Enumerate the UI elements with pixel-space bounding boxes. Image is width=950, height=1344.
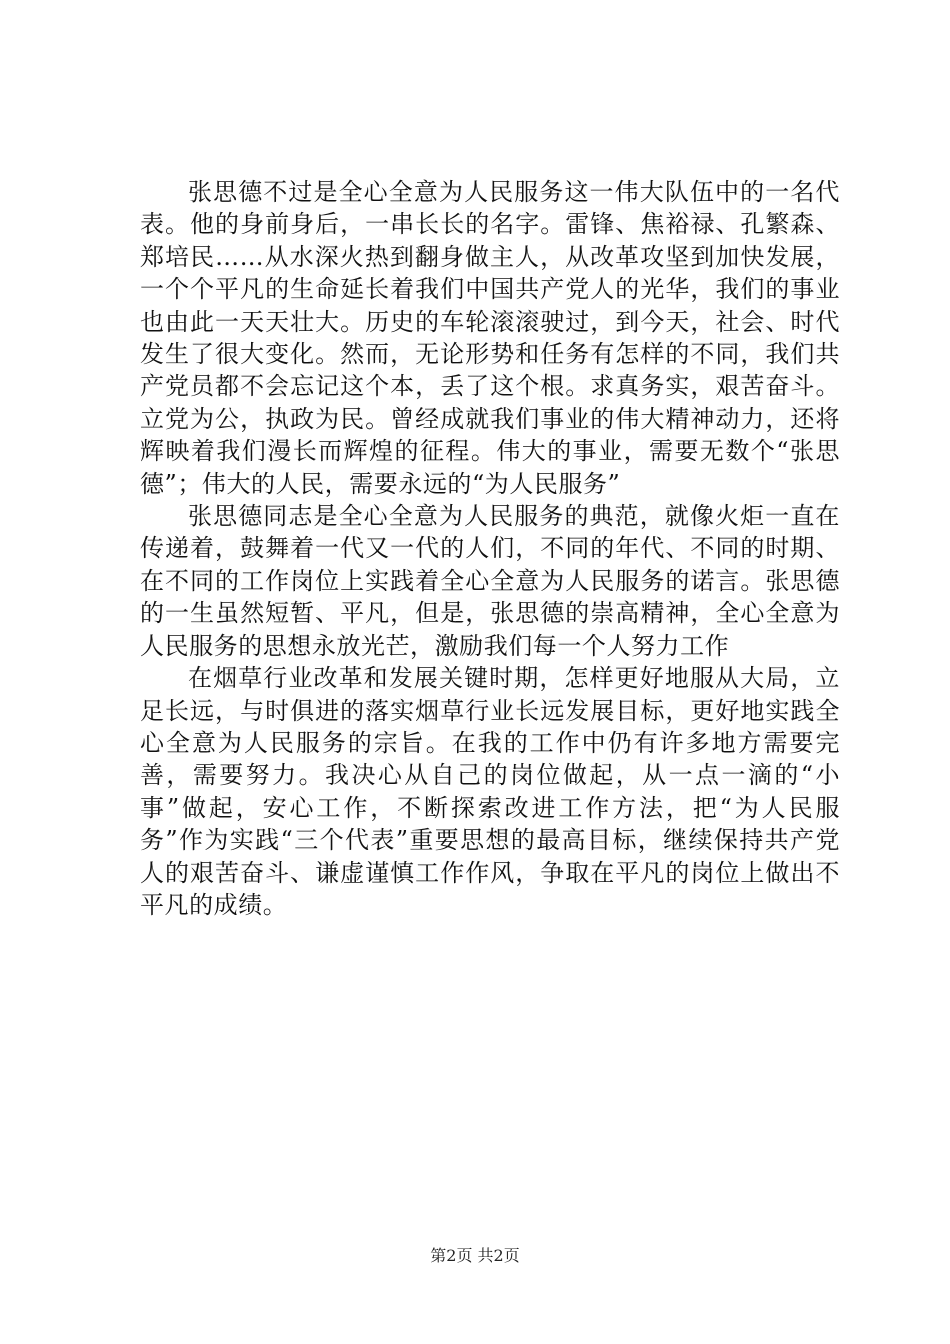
document-body <box>140 176 840 921</box>
page-number-footer: 第2页 共2页 <box>430 1246 520 1265</box>
paragraph-2: 张思德同志是全心全意为人民服务的典范，就像火炬一直在传递着，鼓舞着一代又一代的人们，不同的年代、不同的时期、在不同的工作岗位上实践着全心全意为人民服务的诺言。张思德的一生虽然短暂、平凡，但是，张思德的崇高精神，全心全意为人民服务的思想永放光芒，激励我们每一个人努力工作 <box>140 502 840 660</box>
paragraph-1: 张思德不过是全心全意为人民服务这一伟大队伍中的一名代表。他的身前身后，一串长长的名字。雷锋、焦裕禄、孔繁森、郑培民……从水深火热到翻身做主人，从改革攻坚到加快发展，一个个平凡的生命延长着我们中国共产党人的光华，我们的事业也由此一天天壮大。历史的车轮滚滚驶过，到今天，社会、时代发生了很大变化。然而，无论形势和任务有怎样的不同，我们共产党员都不会忘记这个本，丢了这个根。求真务实，艰苦奋斗。立党为公，执政为民。曾经成就我们事业的伟大精神动力，还将辉映着我们漫长而辉煌的征程。伟大的事业，需要无数个“张思德”；伟大的人民，需要永远的“为人民服务” <box>140 178 840 498</box>
paragraph-3: 在烟草行业改革和发展关键时期，怎样更好地服从大局，立足长远，与时俱进的落实烟草行业长远发展目标，更好地实践全心全意为人民服务的宗旨。在我的工作中仍有许多地方需要完善，需要努力。我决心从自己的岗位做起，从一点一滴的“小事”做起，安心工作，不断探索改进工作方法，把“为人民服务”作为实践“三个代表”重要思想的最高目标，继续保持共产党人的艰苦奋斗、谦虚谨慎工作作风，争取在平凡的岗位上做出不平凡的成绩。 <box>140 664 840 919</box>
